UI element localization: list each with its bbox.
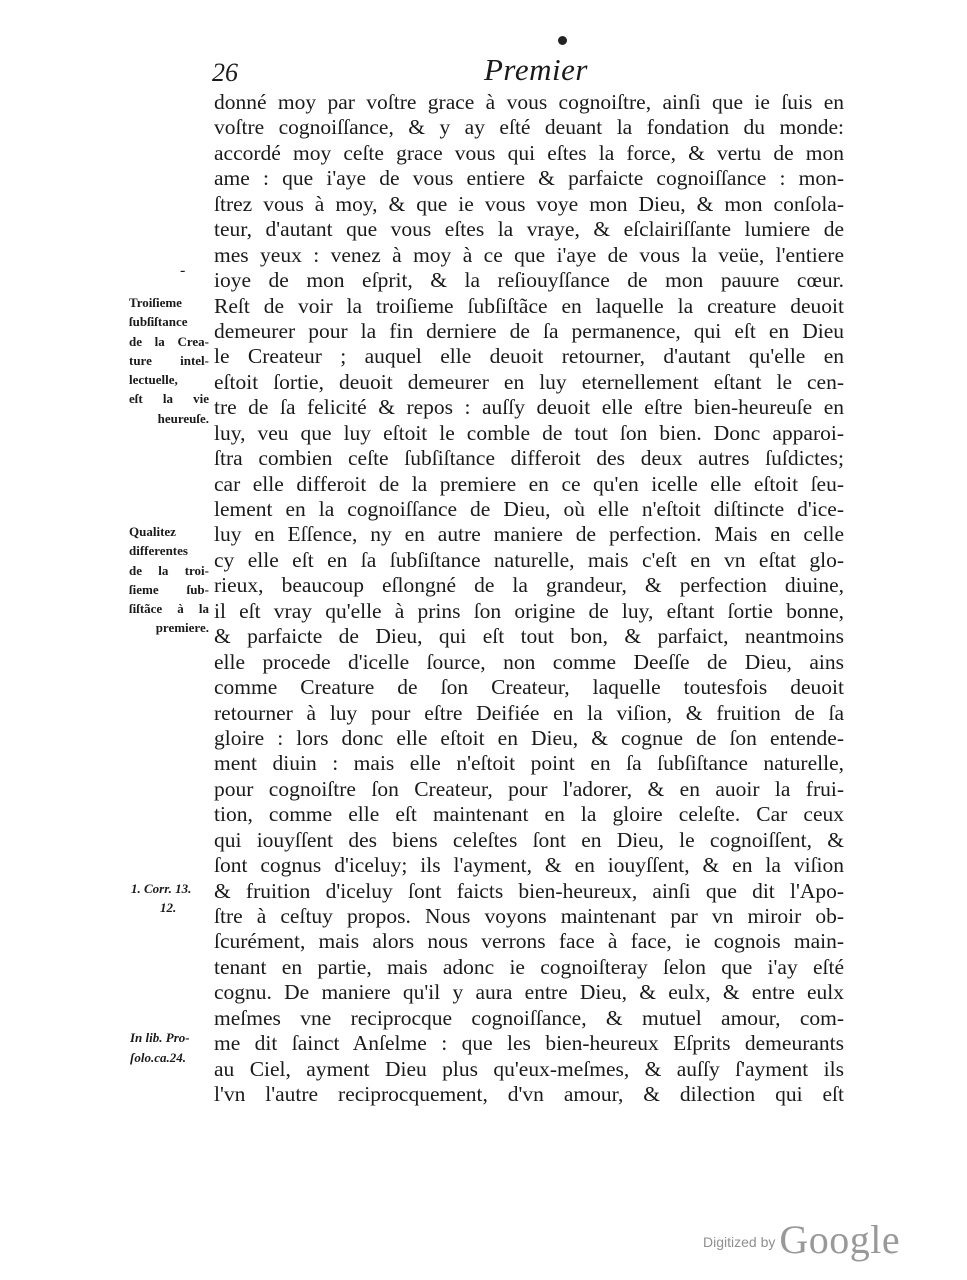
text-line: elle procede d'icelle ſource, non comme Deeſſe de Dieu, ains xyxy=(214,649,844,674)
margin-note-line: de la Crea- xyxy=(129,333,209,349)
margin-dash: - xyxy=(180,262,186,279)
margin-ref-corinthians: 1. Corr. 13. xyxy=(131,881,192,896)
margin-ref-corinthians-verse: 12. xyxy=(160,900,177,915)
text-line: teur, d'autant que vous eſtes la vraye, & eſclairiſſante lumiere de xyxy=(214,217,844,242)
running-head: Premier xyxy=(484,52,588,87)
margin-note-line: premiere. xyxy=(155,620,209,636)
text-line: & parfaicte de Dieu, qui eſt tout bon, & parfaict, neantmoins xyxy=(214,624,844,649)
ink-dot xyxy=(558,36,567,45)
text-line: ame : que i'aye de vous entiere & parfaicte cognoiſſance : mon- xyxy=(214,166,844,191)
text-line: ſont cognus d'iceluy; ils l'ayment, & en iouyſſent, & en la viſion xyxy=(214,853,844,878)
text-line: donné moy par voſtre grace à vous cognoiſtre, ainſi que ie ſuis en xyxy=(214,90,844,114)
margin-note-line: Qualitez xyxy=(129,524,176,539)
text-line: cognu. De maniere qu'il y aura entre Dieu, & eulx, & entre eulx xyxy=(214,980,844,1005)
text-line: rieux, beaucoup eſlongné de la grandeur, & perfection diuine, xyxy=(214,573,844,598)
text-line: gloire : lors donc elle eſtoit en Dieu, & cognue de ſon entende- xyxy=(214,725,844,750)
text-line: l'vn l'autre reciprocquement, d'vn amour, & dilection qui eſt xyxy=(214,1082,844,1107)
text-line: ſtre à ceſtuy propos. Nous voyons maintenant par vn miroir ob- xyxy=(214,904,844,928)
margin-note-third-subsistence xyxy=(129,293,209,428)
margin-note-line: ture intel- xyxy=(129,352,209,368)
margin-note-line: eſt la vie xyxy=(129,391,209,407)
text-line: meſmes vne reciprocque cognoiſſance, & mutuel amour, com- xyxy=(214,1005,844,1030)
text-line: luy en Eſſence, ny en autre maniere de perfection. Mais en celle xyxy=(214,522,844,547)
margin-note-line: lectuelle, xyxy=(129,372,178,388)
text-line: qui iouyſſent des biens celeſtes ſont en Dieu, le cognoiſſent, & xyxy=(214,827,844,852)
text-line: voſtre cognoiſſance, & y ay eſté deuant la fondation du monde: xyxy=(214,115,844,140)
watermark-prefix: Digitized by xyxy=(703,1234,776,1250)
page-number: 26 xyxy=(212,58,238,87)
margin-note-line: de la troi- xyxy=(129,562,209,578)
text-line: car elle differoit de la premiere en ce qu'en icelle elle eſtoit ſeu- xyxy=(214,471,844,496)
text-line: retourner à luy pour eſtre Deifiée en la viſion, & fruition de ſa xyxy=(214,700,844,725)
text-line: tenant en partie, mais adonc ie cognoiſteray ſelon que i'ay eſté xyxy=(214,954,844,979)
text-line: eſtoit ſortie, deuoit demeurer en luy eternellement eſtant le cen- xyxy=(214,369,844,394)
margin-ref-anselm-chapter: ſolo.ca.24. xyxy=(130,1050,186,1065)
text-line: & fruition d'iceluy ſont faicts bien-heureux, ainſi que dit l'Apo- xyxy=(214,878,844,903)
text-line: le Createur ; auquel elle deuoit retourner, d'autant qu'elle en xyxy=(214,344,844,369)
text-line: demeurer pour la fin derniere de ſa permanence, qui eſt en Dieu xyxy=(214,318,844,343)
text-line: Reſt de voir la troiſieme ſubſiſtãce en laquelle la creature deuoit xyxy=(214,293,844,318)
google-logo: Google xyxy=(779,1217,901,1262)
margin-note-line: heureuſe. xyxy=(157,410,209,426)
text-line: comme Creature de ſon Createur, laquelle toutesfois deuoit xyxy=(214,675,844,700)
margin-ref-anselm: In lib. Pro- xyxy=(130,1030,190,1045)
text-line: mes yeux : venez à moy à ce que i'aye de vous la veüe, l'entiere xyxy=(214,242,844,267)
margin-note-line: ſiſtãce à la xyxy=(129,601,209,617)
text-line: ment diuin : mais elle n'eſtoit point en ſa ſubſiſtance naturelle, xyxy=(214,751,844,776)
text-line: ioye de mon eſprit, & la reſiouyſſance de mon pauure cœur. xyxy=(214,268,844,293)
text-line: tre de ſa felicité & repos : auſſy deuoit elle eſtre bien-heureuſe en xyxy=(214,395,844,420)
margin-note-line: Troiſieme xyxy=(129,295,182,310)
text-line: luy, veu que luy eſtoit le comble de tout ſon bien. Donc apparoi- xyxy=(214,420,844,445)
margin-note-line: ſieme ſub- xyxy=(129,581,209,597)
text-line: ſtrez vous à moy, & que ie vous voye mon Dieu, & mon conſola- xyxy=(214,191,844,216)
body-text xyxy=(214,90,844,1108)
margin-note-line: ſubſiſtance xyxy=(129,314,188,330)
text-line: ſtra combien ceſte ſubſiſtance differoit des deux autres ſuſdictes; xyxy=(214,446,844,471)
text-line: me dit ſainct Anſelme : que les bien-heureux Eſprits demeurants xyxy=(214,1031,844,1056)
digitized-by-google-watermark xyxy=(703,1216,900,1263)
margin-note-line: differentes xyxy=(129,543,188,559)
text-line: pour cognoiſtre ſon Createur, pour l'adorer, & en auoir la frui- xyxy=(214,776,844,801)
text-line: lement en la cognoiſſance de Dieu, où elle n'eſtoit diſtincte d'ice- xyxy=(214,497,844,521)
margin-note-qualities xyxy=(129,522,209,638)
text-line: cy elle eſt en ſa ſubſiſtance naturelle, mais c'eſt en vn eſtat glo- xyxy=(214,547,844,572)
text-line: il eſt vray qu'elle à prins ſon origine de luy, eſtant ſortie bonne, xyxy=(214,598,844,623)
text-line: ſcurément, mais alors nous verrons face à face, ie cognois main- xyxy=(214,929,844,954)
text-line: au Ciel, ayment Dieu plus qu'eux-meſmes, & auſſy ſ'ayment ils xyxy=(214,1056,844,1081)
text-line: accordé moy ceſte grace vous qui eſtes la force, & vertu de mon xyxy=(214,140,844,165)
text-line: tion, comme elle eſt maintenant en la gloire celeſte. Car ceux xyxy=(214,802,844,827)
